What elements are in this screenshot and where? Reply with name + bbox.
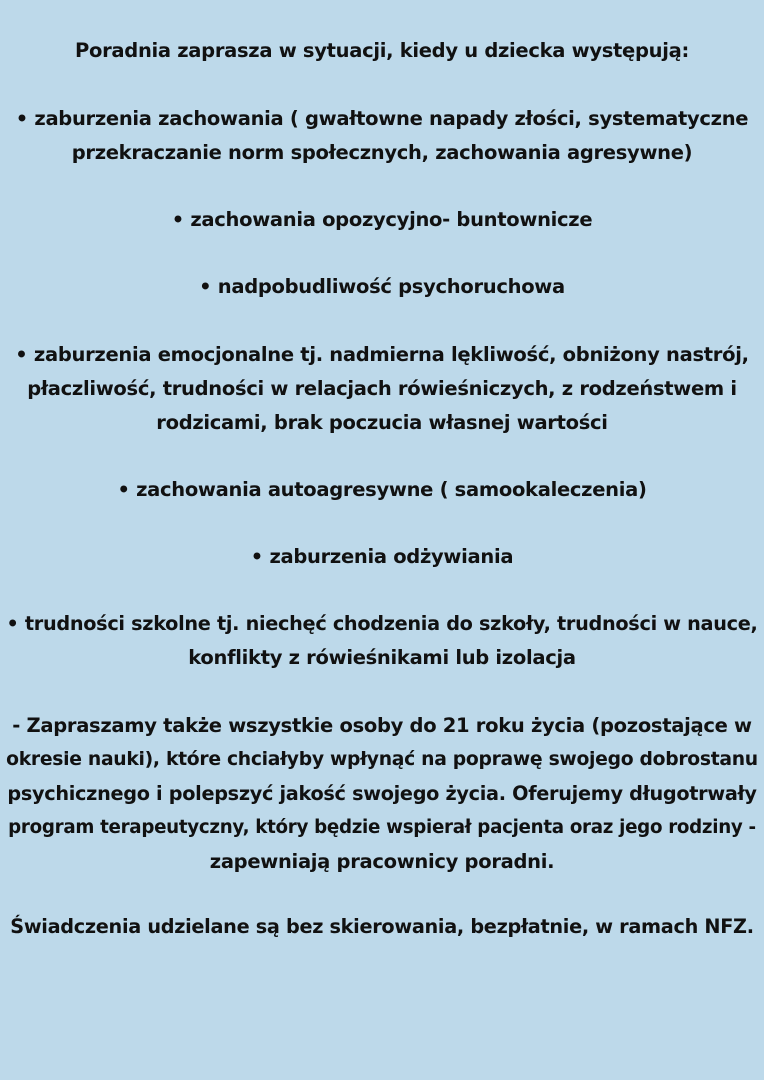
list-item-line: • trudności szkolne tj. niechęć chodzenia do szkoły, trudności w nauce, bbox=[6, 612, 758, 635]
list-item-oppositional bbox=[6, 203, 758, 237]
list-item-behavior-disorders bbox=[6, 102, 758, 170]
list-item-line: • zaburzenia emocjonalne tj. nadmierna lękliwość, obniżony nastrój, bbox=[15, 343, 749, 366]
intro-line: Poradnia zaprasza w sytuacji, kiedy u dziecka występują: bbox=[75, 39, 689, 62]
list-item-line: • nadpobudliwość psychoruchowa bbox=[199, 275, 565, 298]
list-item-hyperactivity bbox=[6, 270, 758, 304]
list-item-line: • zachowania autoagresywne ( samookaleczenia) bbox=[117, 478, 647, 501]
list-item-emotional-disorders bbox=[6, 338, 758, 440]
invitation-line: zapewniają pracownicy poradni. bbox=[209, 850, 555, 873]
list-item-self-harm bbox=[6, 473, 758, 507]
list-item-line: konflikty z rówieśnikami lub izolacja bbox=[188, 646, 576, 669]
invitation-paragraph bbox=[6, 709, 758, 879]
list-item-line: rodzicami, brak poczucia własnej wartości bbox=[156, 411, 608, 434]
invitation-line: - Zapraszamy także wszystkie osoby do 21 roku życia (pozostające w bbox=[12, 714, 752, 737]
invitation-line: okresie nauki), które chciałyby wpłynąć na poprawę swojego dobrostanu bbox=[6, 749, 758, 770]
list-item-line: płaczliwość, trudności w relacjach rówieśniczych, z rodzeństwem i bbox=[27, 377, 737, 400]
list-item-line: • zaburzenia odżywiania bbox=[250, 545, 514, 568]
list-item-school-difficulties bbox=[6, 607, 758, 675]
list-item-eating-disorders bbox=[6, 540, 758, 574]
footer-note bbox=[6, 910, 758, 944]
intro-text bbox=[6, 34, 758, 68]
footer-line: Świadczenia udzielane są bez skierowania, bezpłatnie, w ramach NFZ. bbox=[10, 915, 754, 938]
list-item-line: • zachowania opozycyjno- buntownicze bbox=[171, 208, 593, 231]
invitation-line: program terapeutyczny, który będzie wspierał pacjenta oraz jego rodziny - bbox=[8, 817, 756, 838]
list-item-line: • zaburzenia zachowania ( gwałtowne napady złości, systematyczne bbox=[15, 107, 749, 130]
invitation-line: psychicznego i polepszyć jakość swojego życia. Oferujemy długotrwały bbox=[7, 782, 757, 805]
list-item-line: przekraczanie norm społecznych, zachowania agresywne) bbox=[71, 141, 693, 164]
